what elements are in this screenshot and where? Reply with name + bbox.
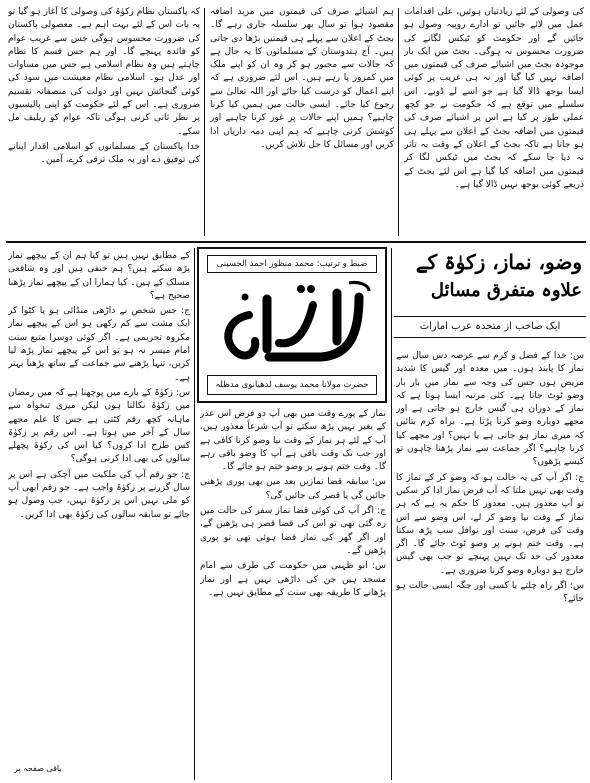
column-divider bbox=[204, 8, 205, 236]
paragraph: کہ پاکستان نظام زکوٰۃ کی وصولی کا آغاز ہو گیا تو یہ بات اس کے لئے بہت اہم ہے۔ معصولی پاکستان کی ضرورت محسوس ہوگی جس سے غریب عوام کو فائدہ پہنچے گا۔ اور ہم جس قسم کا نظام چاہتے ہیں وہ نظام اسلامی ہے جس میں مساوات اور عدل ہو۔ اسلامی نظام معیشت میں سود کی کوئی گنجائش نہیں اور دولت کی منصفانہ تقسیم ضروری ہے۔ اس کے لئے حکومت کو اپنی پالیسیوں پر نظر ثانی کرنی ہوگی تاکہ عوام کو ریلیف مل سکے۔ bbox=[8, 7, 200, 137]
article-column-left bbox=[8, 250, 190, 758]
column-divider bbox=[194, 248, 195, 780]
column-divider bbox=[391, 248, 392, 780]
paragraph: ج: جو رقم آپ کی ملکیت میں آچکی ہے اس پر سال گزرنے پر زکوٰۃ واجب ہے۔ جو رقم ابھی آپ کو ملی نہیں اس پر زکوٰۃ نہیں، جب وصول ہو جائے تو سابقہ سالوں کی زکوٰۃ بھی ادا کریں۔ bbox=[8, 469, 190, 520]
top-column-right bbox=[404, 6, 584, 238]
top-column-left bbox=[8, 6, 200, 238]
article-column-right bbox=[396, 350, 584, 780]
column-masthead bbox=[197, 247, 387, 403]
masthead-logo bbox=[209, 275, 377, 371]
article-title-line-2: علاوہ متفرق مسائل bbox=[430, 280, 582, 301]
author-label: حضرت مولانا محمد یوسف لدھیانوی مدظلہ bbox=[207, 375, 377, 395]
compiled-by-label: ضبط و ترتیب: محمد منظور احمد الحسینی bbox=[207, 255, 377, 273]
paragraph-closing: خدا پاکستان کے مسلمانوں کو اسلامی اقدار اپنانے کی توفیق دے اور یہ ملک ترقی کرے، آمین۔ bbox=[8, 141, 200, 166]
paragraph: کی وصولی کے لئے زیادتیاں ہوئیں، علی اقدامات عمل میں لائے جائیں تو ادارے روپیہ وصول ہو جائیں گے اور حکومت کو ٹیکس لگانے کی ضرورت محسوس نہ ہوگی۔ بجٹ میں ایک بار موجودہ بجٹ میں اشیائے صرف کی قیمتوں میں اضافہ نہیں کیا گیا اور نہ ہی غریب پر کوئی ایسا بوجھ ڈالا گیا ہے جو اسے لے ڈوبے۔ اس سلسلے میں توقع ہے کہ حکومت نے جو کچھ عملی طور پر کیا ہے اس پر اشیائے صرف کی قیمتوں میں اضافہ بجٹ کے اعلان سے پہلے ہی ہو جاتا ہے تاکہ بجٹ کے اعلان کے وقت یہ تاثر نہ دیا جا سکے کہ بجٹ میں ٹیکس لگا کر قیمتوں میں اضافہ کیا گیا ہے اس لئے بجٹ کے ذریعے کوئی بوجھ نہیں ڈالا گیا ہے۔ bbox=[404, 7, 584, 190]
paragraph: ج: اگر آپ کی یہ حالت ہو کہ وضو کر کے نماز کا وقت بھی نہیں ملتا کہ آپ فرض نماز ادا کر سکیں تو آپ معذور ہیں۔ معذور کا حکم یہ ہے کہ ہر نماز کے وقت نیا وضو کر لے، اس وضو سے اس وقت کی فرض، سنت اور نوافل سب پڑھ سکتا ہے۔ وقت ختم ہونے پر وضو ٹوٹ جائے گا۔ اگر معذور کی حد تک نہیں پہنچے تو جب بھی گیس خارج ہو دوبارہ وضو کرنا ضروری ہے۔ bbox=[396, 472, 584, 576]
paragraph: س: زکوٰۃ کے بارے میں پوچھنا ہے کہ میں رمضان میں زکوٰۃ نکالتا ہوں لیکن میری تنخواہ سے ماہانہ کچھ رقم کٹتی ہے جس کا علم مجھے سال کے آخر میں ہوتا ہے۔ اس رقم پر زکوٰۃ کس طرح ادا کروں؟ کیا اس کی زکوٰۃ پچھلے سالوں کی بھی ادا کرنی ہوگی؟ bbox=[8, 387, 190, 465]
paragraph: س: خدا کے فضل و کرم سے عرصہ دس سال سے نماز کا پابند ہوں۔ میں معدہ اور گیس کا شدید مریض ہوں جس کی وجہ سے نماز میں بار بار وضو ٹوٹ جاتا ہے۔ کئی مرتبہ ایسا ہوتا ہے کہ نماز کے دوران ہی گیس خارج ہو جاتی ہے اور مجھے دوبارہ وضو کرنا پڑتا ہے۔ براہ کرم بتائیں کہ میری نماز ہو جاتی ہے یا نہیں؟ اور مجھے کیا کرنا چاہیے؟ اگر جماعت سے نماز پڑھنا چاہوں تو کیسے پڑھوں؟ bbox=[396, 351, 584, 468]
paragraph: ہم اشیائے صرف کی قیمتوں میں مزید اضافہ مقصود ہوا تو سال بھر سلسلہ جاری رہے گا۔ بجٹ کے اعلان سے پہلے ہی قیمتیں بڑھا دی جاتی ہیں۔ آج ہندوستان کے مسلمانوں کا یہ حال ہے کہ حالات سے مجبور ہو کر وہ ان کو اپنے ملک میں کمزور پا رہے ہیں۔ اس لئے ضروری ہے کہ اپنے اعمال کو درست کیا جائے اور اللہ تعالیٰ سے رجوع کیا جائے۔ ایسی حالت میں ہمیں کیا کرنا چاہیے؟ ہمیں اپنے حالات پر غور کرنا چاہیے اور کوشش کرنی چاہیے کہ ہم اپنی ذمہ داریاں ادا کریں اور مسائل کا حل تلاش کریں۔ bbox=[210, 7, 394, 150]
article-title-block bbox=[394, 246, 586, 344]
article-title-line-1: وضو، نماز، زکوٰۃ کے bbox=[415, 250, 582, 274]
questioner-label: ایک صاحب از متحدہ عرب امارات bbox=[394, 316, 586, 338]
paragraph: کے مطابق نہیں ہیں تو کیا ہم ان کے پیچھے نماز پڑھ سکتے ہیں؟ ہم حنفی ہیں اور وہ شافعی مسلک کے ہیں۔ کیا ہمارا ان کے پیچھے نماز پڑھنا صحیح ہے؟ bbox=[8, 251, 190, 301]
paragraph: ج: اگر آپ کی کوئی قضا نماز سفر کی حالت میں رہ گئی تھی تو اس کی قضا قصر ہی پڑھیں گے، اور اگر گھر کی نماز قضا ہوئی تھی تو پوری پڑھیں گے۔ bbox=[200, 506, 386, 556]
top-column-middle bbox=[210, 6, 394, 238]
paragraph: س: اگر راہ چلتے یا کسی اور جگہ ایسی حالت ہو جائے؟ bbox=[396, 581, 584, 605]
masthead-text: آپ کے مسائل bbox=[273, 363, 313, 371]
article-column-middle bbox=[200, 408, 386, 780]
paragraph: ج: جس شخص نے داڑھی منڈائی ہو یا کٹوا کر ایک مشت سے کم رکھی ہو اس کے پیچھے نماز مکروہ تحریمی ہے۔ اگر کوئی دوسرا متبع سنت امام میسر نہ ہو تو اس کے پیچھے نماز پڑھ لیا کریں، تنہا پڑھنے سے جماعت کے ساتھ پڑھنا بہتر ہے۔ bbox=[8, 306, 190, 383]
column-divider bbox=[398, 8, 399, 236]
paragraph: نماز کے پورے وقت میں بھی آپ دو فرض اس عذر کے بغیر نہیں پڑھ سکتے تو آپ شرعاً معذور ہیں، آپ کے لئے ہر نماز کے وقت نیا وضو کرنا کافی ہے اور جب تک وقت باقی ہے آپ کا وضو باقی رہے گا۔ وقت ختم ہونے پر وضو ختم ہو جائے گا۔ bbox=[200, 409, 386, 473]
continued-note: باقی صفحہ پر bbox=[14, 764, 62, 773]
paragraph: س: ابو ظہبی میں حکومت کی طرف سے امام مسجد ہیں جن کی داڑھی نہیں ہے اور نماز پڑھانے کا طریقہ بھی سنت کے مطابق نہیں ہے۔ bbox=[200, 561, 386, 598]
paragraph: س: سابقہ قضا نمازیں بعد میں بھی پوری پڑھنی جائیں گی یا قصر کی جائیں گی؟ bbox=[200, 477, 386, 501]
section-separator bbox=[6, 241, 586, 243]
